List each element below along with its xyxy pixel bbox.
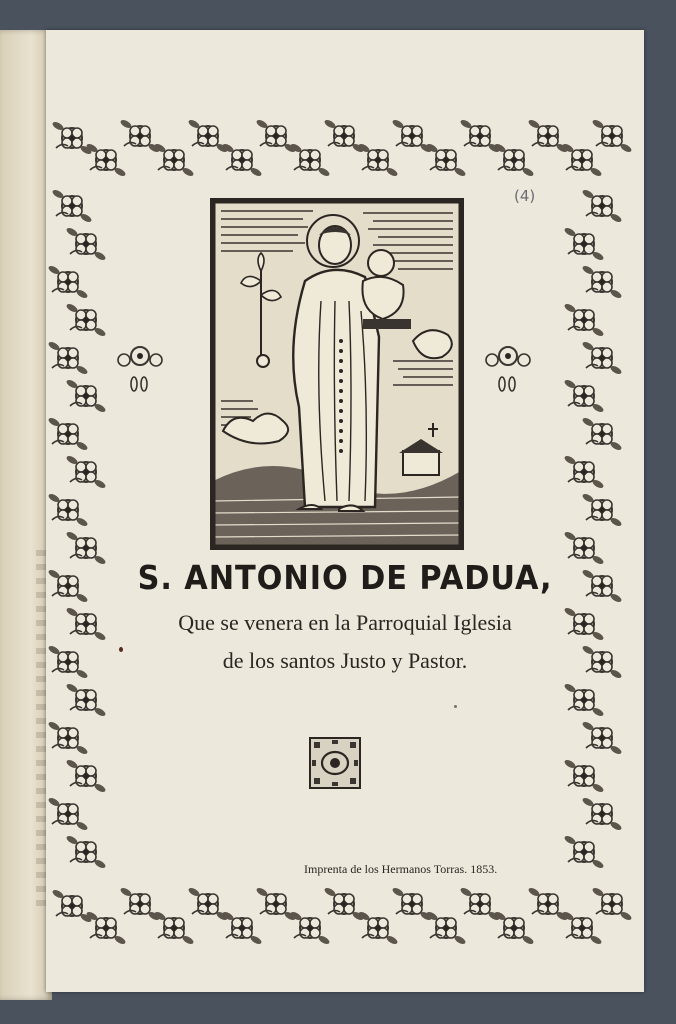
document-title: S. ANTONIO DE PADUA, xyxy=(137,558,553,597)
subtitle-line-2: de los santos Justo y Pastor. xyxy=(222,648,468,673)
vignette-ornament-icon xyxy=(308,736,362,790)
broadsheet-page xyxy=(46,30,644,992)
saint-woodcut-icon xyxy=(210,198,464,550)
ink-spot xyxy=(119,647,123,652)
subtitle-line-1: Que se venera en la Parroquial Iglesia xyxy=(178,610,512,635)
flower-ornament-icon xyxy=(478,340,538,400)
flower-ornament-icon xyxy=(110,340,170,400)
imprint-line: Imprenta de los Hermanos Torras. 1853. xyxy=(304,862,498,876)
ink-spot xyxy=(454,705,457,708)
previous-page-edge xyxy=(0,30,52,1000)
pencil-mark: (4) xyxy=(514,187,536,205)
